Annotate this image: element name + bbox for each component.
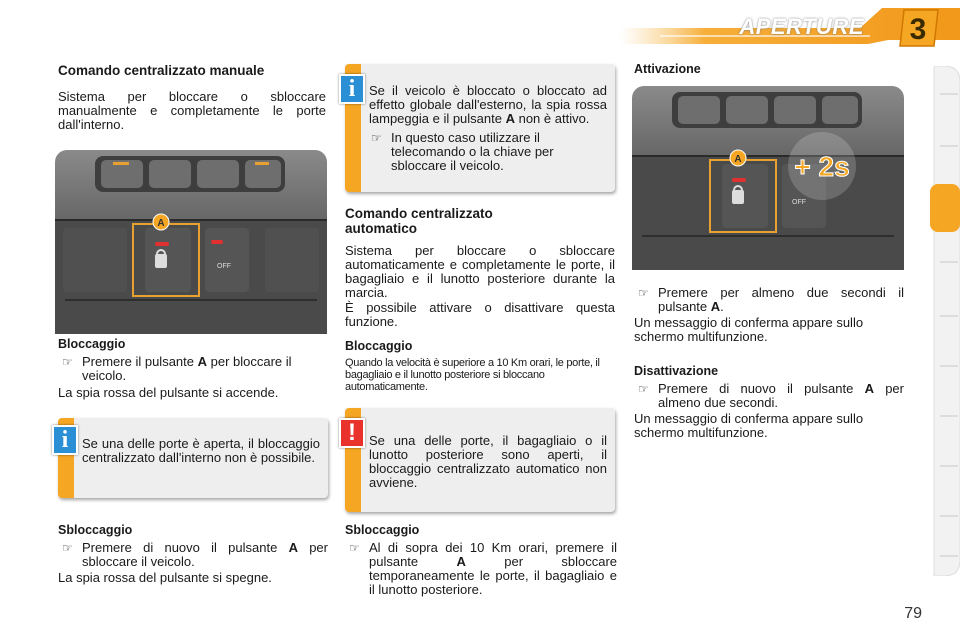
auto-intro-1: Sistema per bloccare o sbloccare automaticamente e completamente le porte, il bagagliaio e il lunotto posteriore durante la marcia. xyxy=(345,243,615,300)
activation-bullet: ☞ Premere per almeno due secondi il pulsante A. xyxy=(632,286,904,314)
chapter-tab-strip xyxy=(930,66,960,576)
chapter-number-badge xyxy=(898,8,940,48)
deactivation-title: Disattivazione xyxy=(634,364,719,378)
button-a-label: A xyxy=(734,154,742,165)
info-note-top-text: Se il veicolo è bloccato o bloccato ad effetto globale dall'esterno, la spia rossa lampeggia e il pulsante A non è attivo. xyxy=(369,83,607,126)
info-note-top xyxy=(345,64,615,192)
manual-intro: Sistema per bloccare o sbloccare manualmente e completamente le porte dall'interno. xyxy=(58,89,326,132)
duration-label: + 2s xyxy=(794,151,850,182)
warning-note-text: Se una delle porte, il bagagliaio o il lunotto posteriore sono aperti, il bloccaggio centralizzato automatico non avviene. xyxy=(369,433,607,490)
console-photo-manual xyxy=(55,150,327,334)
pointer-icon: ☞ xyxy=(638,382,649,396)
warning-note xyxy=(345,408,615,512)
button-a-label: A xyxy=(157,218,165,229)
unlock-bullet-manual: ☞ Premere di nuovo il pulsante A per sbloccare il veicolo. xyxy=(56,541,328,569)
lock-text-auto: Quando la velocità è superiore a 10 Km orari, le porte, il bagagliaio e il lunotto posteriore si bloccano automaticamente. xyxy=(345,357,600,393)
lock-title-auto: Bloccaggio xyxy=(345,339,413,353)
console-photo-auto xyxy=(632,86,904,270)
page-number: 79 xyxy=(904,605,922,622)
activation-after: Un messaggio di conferma appare sullo schermo multifunzione. xyxy=(634,315,864,344)
unlock-after-manual: La spia rossa del pulsante si spegne. xyxy=(58,570,272,585)
auto-intro-2: È possibile attivare o disattivare questa funzione. xyxy=(345,300,615,329)
pointer-icon: ☞ xyxy=(62,541,73,555)
info-icon: i xyxy=(52,425,78,455)
activation-title: Attivazione xyxy=(634,62,701,76)
pointer-icon: ☞ xyxy=(62,355,73,369)
off-label: OFF xyxy=(792,199,806,206)
off-label: OFF xyxy=(217,263,231,270)
lock-bullet-manual: ☞ Premere il pulsante A per bloccare il veicolo. xyxy=(56,355,328,383)
pointer-icon: ☞ xyxy=(371,131,382,145)
deactivation-bullet: ☞ Premere di nuovo il pulsante A per almeno due secondi. xyxy=(632,382,904,410)
deactivation-after: Un messaggio di conferma appare sullo schermo multifunzione. xyxy=(634,411,864,440)
section-title-manual: Comando centralizzato manuale xyxy=(58,63,265,78)
unlock-bullet-auto: ☞ Al di sopra dei 10 Km orari, premere il pulsante A per sbloccare temporaneamente le porte, il bagagliaio e il lunotto posteriore. xyxy=(343,541,617,597)
active-chapter-tab[interactable] xyxy=(930,184,960,232)
pointer-icon: ☞ xyxy=(349,541,360,555)
lock-title-manual: Bloccaggio xyxy=(58,337,126,351)
warning-icon: ! xyxy=(339,418,365,448)
chapter-title: APERTURE xyxy=(739,14,864,39)
info-note-left-text: Se una delle porte è aperta, il bloccaggio centralizzato dall'interno non è possibile. xyxy=(82,436,320,465)
chapter-number: 3 xyxy=(909,13,927,46)
info-note-left xyxy=(58,418,328,498)
info-icon: i xyxy=(339,74,365,104)
pointer-icon: ☞ xyxy=(638,286,649,300)
section-title-auto: Comando centralizzato automatico xyxy=(345,206,493,236)
unlock-title-manual: Sbloccaggio xyxy=(58,523,133,537)
unlock-title-auto: Sbloccaggio xyxy=(345,523,420,537)
info-note-top-bullet: ☞ In questo caso utilizzare il telecomando o la chiave per sbloccare il veicolo. xyxy=(361,126,615,173)
lock-after-manual: La spia rossa del pulsante si accende. xyxy=(58,385,279,400)
